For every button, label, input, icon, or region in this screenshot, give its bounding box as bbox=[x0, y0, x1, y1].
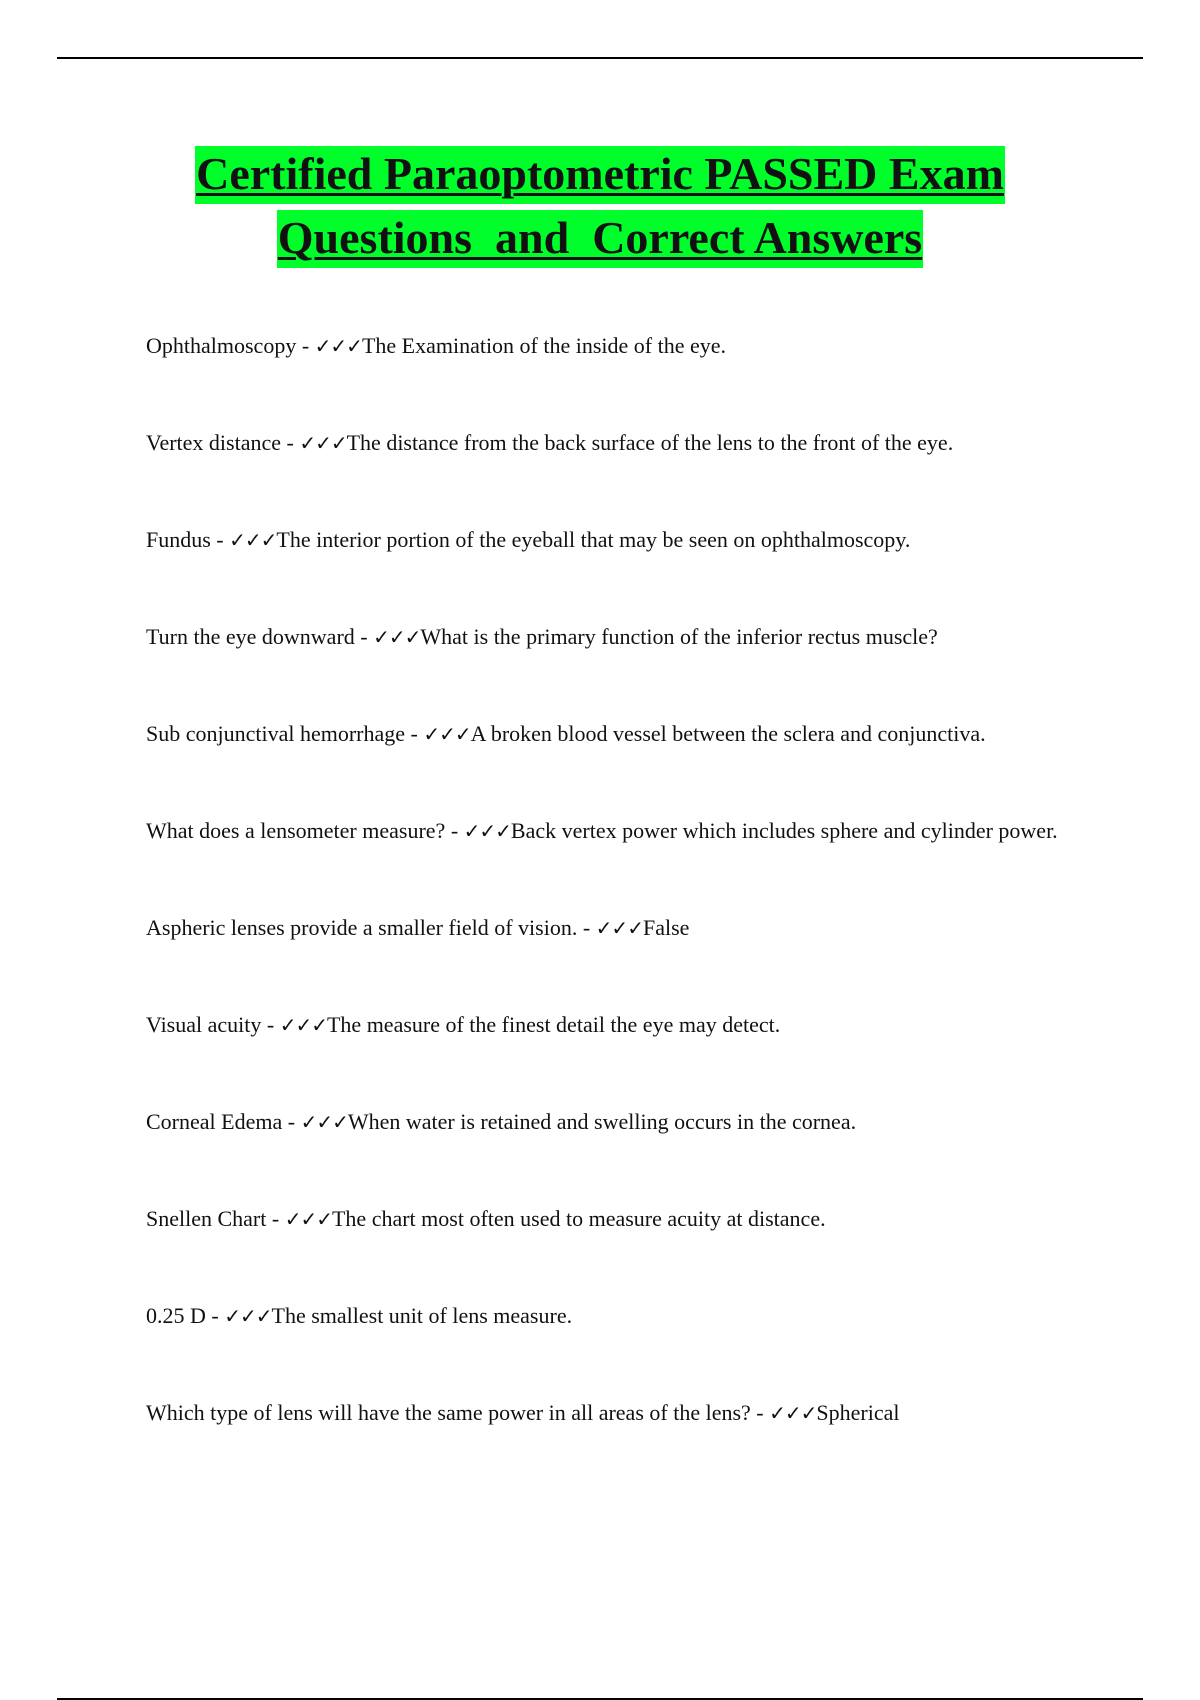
qa-separator: - bbox=[282, 1109, 301, 1134]
qa-term: Corneal Edema bbox=[146, 1109, 283, 1134]
check-marks-icon: ✓✓✓ bbox=[279, 1013, 327, 1037]
qa-item bbox=[146, 1300, 1066, 1332]
qa-separator: - bbox=[205, 1303, 225, 1328]
qa-item bbox=[146, 1106, 1066, 1138]
qa-term: Turn the eye downward bbox=[146, 624, 355, 649]
check-marks-icon: ✓✓✓ bbox=[595, 916, 643, 940]
qa-answer: The distance from the back surface of the lens to the front of the eye. bbox=[346, 430, 954, 455]
qa-item bbox=[146, 621, 1066, 653]
qa-separator: - bbox=[354, 624, 374, 649]
qa-term: Sub conjunctival hemorrhage bbox=[146, 721, 406, 746]
title-line-2: Questions and Correct Answers bbox=[277, 210, 923, 268]
qa-separator: - bbox=[405, 721, 424, 746]
qa-item bbox=[146, 524, 1066, 556]
qa-item bbox=[146, 815, 1066, 847]
qa-item bbox=[146, 1009, 1066, 1041]
qa-answer: The measure of the finest detail the eye may detect. bbox=[326, 1012, 781, 1037]
qa-item bbox=[146, 330, 1066, 362]
check-marks-icon: ✓✓✓ bbox=[463, 819, 511, 843]
qa-term: Which type of lens will have the same power in all areas of the lens? bbox=[146, 1400, 751, 1425]
qa-answer: The interior portion of the eyeball that may be seen on ophthalmoscopy. bbox=[276, 527, 911, 552]
qa-answer: The chart most often used to measure acuity at distance. bbox=[331, 1206, 826, 1231]
check-marks-icon: ✓✓✓ bbox=[373, 625, 421, 649]
qa-separator: - bbox=[210, 527, 230, 552]
qa-item bbox=[146, 1397, 1066, 1429]
qa-answer: The Examination of the inside of the eye. bbox=[361, 333, 727, 358]
qa-term: Aspheric lenses provide a smaller field of vision. bbox=[146, 915, 578, 940]
top-rule bbox=[57, 57, 1143, 59]
document-title bbox=[0, 146, 1200, 268]
qa-separator: - bbox=[281, 430, 300, 455]
qa-term: Vertex distance bbox=[146, 430, 281, 455]
qa-separator: - bbox=[296, 333, 315, 358]
qa-separator: - bbox=[445, 818, 464, 843]
qa-answer: Spherical bbox=[816, 1400, 900, 1425]
qa-item bbox=[146, 718, 1066, 750]
qa-term: Snellen Chart bbox=[146, 1206, 267, 1231]
qa-answer: False bbox=[642, 915, 690, 940]
check-marks-icon: ✓✓✓ bbox=[229, 528, 277, 552]
qa-list bbox=[146, 330, 1066, 1494]
qa-term: What does a lensometer measure? bbox=[146, 818, 446, 843]
check-marks-icon: ✓✓✓ bbox=[299, 431, 347, 455]
check-marks-icon: ✓✓✓ bbox=[314, 334, 362, 358]
qa-answer: The smallest unit of lens measure. bbox=[271, 1303, 573, 1328]
check-marks-icon: ✓✓✓ bbox=[423, 722, 471, 746]
qa-term: Ophthalmoscopy bbox=[146, 333, 297, 358]
qa-term: Visual acuity bbox=[146, 1012, 262, 1037]
qa-answer: A broken blood vessel between the sclera and conjunctiva. bbox=[470, 721, 986, 746]
qa-answer: What is the primary function of the inferior rectus muscle? bbox=[420, 624, 938, 649]
check-marks-icon: ✓✓✓ bbox=[300, 1110, 348, 1134]
qa-separator: - bbox=[261, 1012, 280, 1037]
qa-separator: - bbox=[266, 1206, 285, 1231]
title-line-1: Certified Paraoptometric PASSED Exam bbox=[195, 146, 1005, 204]
qa-separator: - bbox=[750, 1400, 770, 1425]
qa-term: Fundus bbox=[146, 527, 211, 552]
qa-separator: - bbox=[577, 915, 596, 940]
check-marks-icon: ✓✓✓ bbox=[769, 1401, 817, 1425]
qa-item bbox=[146, 1203, 1066, 1235]
qa-answer: When water is retained and swelling occurs in the cornea. bbox=[347, 1109, 857, 1134]
qa-term: 0.25 D bbox=[146, 1303, 206, 1328]
check-marks-icon: ✓✓✓ bbox=[224, 1304, 272, 1328]
check-marks-icon: ✓✓✓ bbox=[284, 1207, 332, 1231]
qa-item bbox=[146, 912, 1066, 944]
qa-item bbox=[146, 427, 1066, 459]
qa-answer: Back vertex power which includes sphere and cylinder power. bbox=[510, 818, 1058, 843]
